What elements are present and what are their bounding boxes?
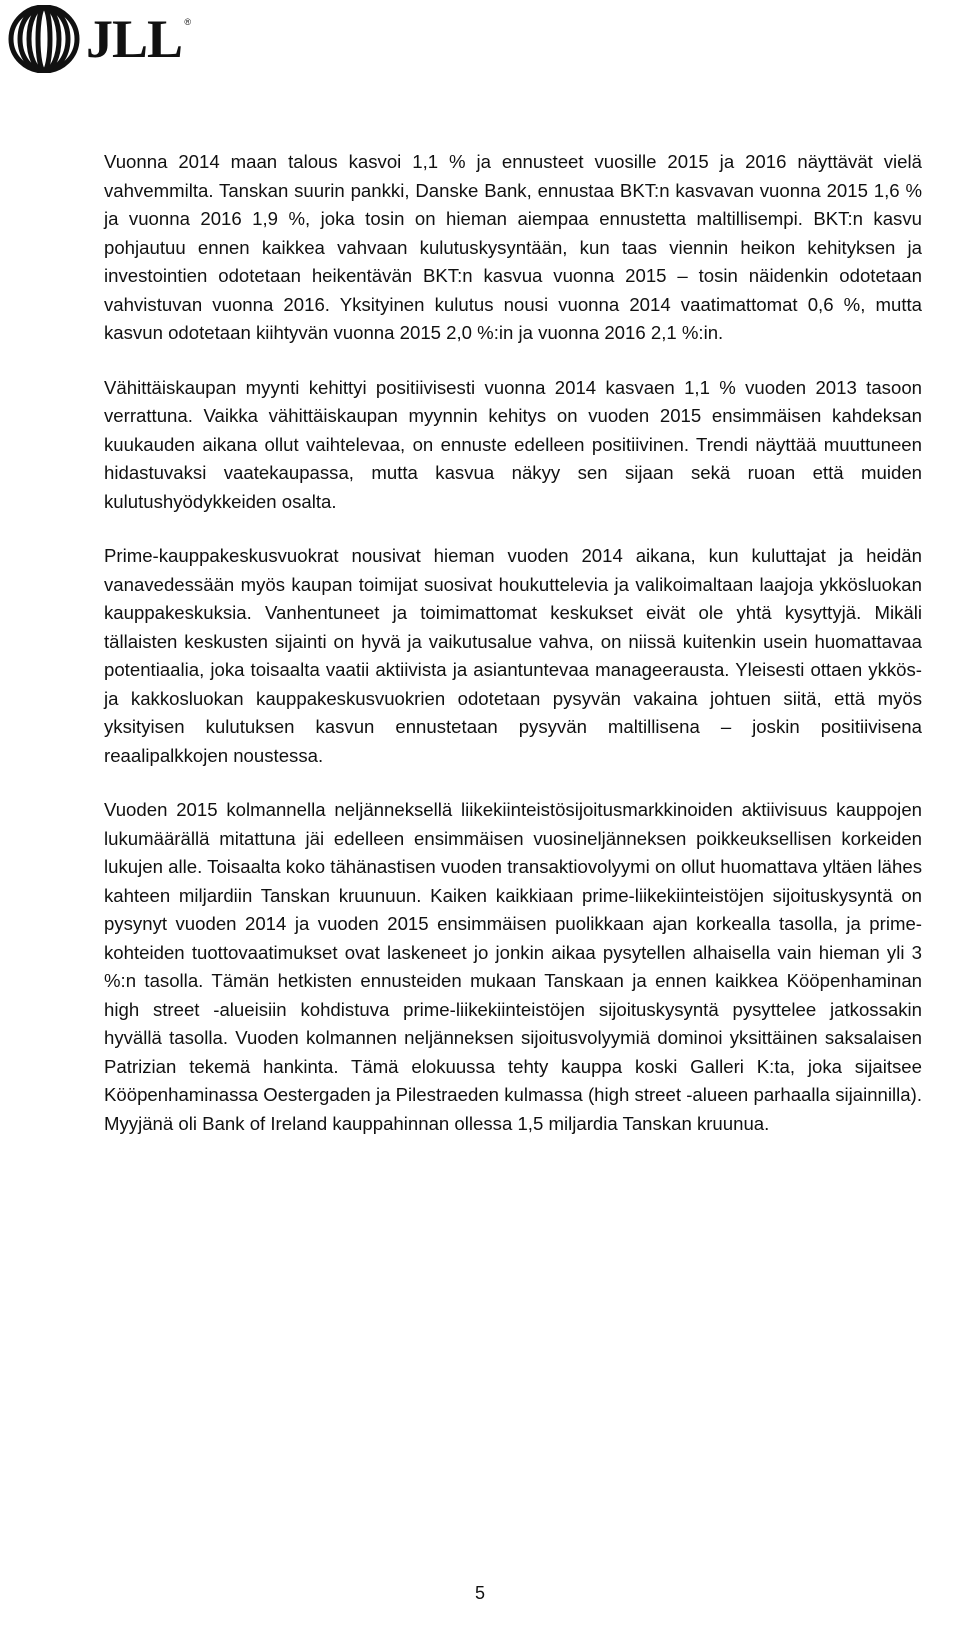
- paragraph-investment-market: Vuoden 2015 kolmannella neljänneksellä liikekiinteistösijoitusmarkkinoiden aktiivisuus kauppojen lukumäärällä mitattuna jäi edelleen ensimmäisen vuosineljänneksen poikkeuksellisen korkeiden lukujen alle. Toisaalta koko tähänastisen vuoden transaktiovolyymi on ollut huomattava yltäen lähes kahteen miljardiin Tanskan kruunuun. Kaiken kaikkiaan prime-liikekiinteistöjen sijoituskysyntä on pysynyt vuoden 2014 ja vuoden 2015 ensimmäisen puolikkaan ajan korkealla tasolla, ja prime-kohteiden tuottovaatimukset ovat laskeneet jo jonkin aikaa pysytellen alhaisella vain hieman yli 3 %:n tasolla. Tämän hetkisten ennusteiden mukaan Tanskaan ja ennen kaikkea Kööpenhaminan high street -alueisiin kohdistuva prime-liikekiinteistöjen sijoituskysyntä pysyttelee jatkossakin hyvällä tasolla. Vuoden kolmannen neljänneksen sijoitusvolyymiä dominoi yksittäinen saksalaisen Patrizian tekemä hankinta. Tämä elokuussa tehty kauppa koski Galleri K:ta, joka sijaitsee Kööpenhaminassa Oestergaden ja Pilestraeden kulmassa (high street -alueen parhaalla sijainnilla). Myyjänä oli Bank of Ireland kauppahinnan ollessa 1,5 miljardia Tanskan kruunua.: [104, 799, 922, 1134]
- logo-wordmark: JLL ®: [86, 9, 191, 69]
- page-number: 5: [474, 1583, 485, 1603]
- paragraph-shopping-centre-rents: Prime-kauppakeskusvuokrat nousivat hieman vuoden 2014 aikana, kun kuluttajat ja heidän vanavedessään myös kaupan toimijat suosivat houkuttelevia ja valikoimaltaan laajoja ykkösluokan kauppakeskuksia. Vanhentuneet ja toimimattomat keskukset eivät ole yhtä kysyttyjä. Mikäli tällaisten keskusten sijainti on hyvä ja vaikutusalue vahva, on niissä kuitenkin usein huomattavaa potentiaalia, joka toisaalta vaatii aktiivista ja asiantuntevaa manageerausta. Yleisesti ottaen ykkös- ja kakkosluokan kauppakeskusvuokrien odotetaan pysyvän vakaina johtuen siitä, että myös yksityisen kulutuksen kasvun ennustetaan pysyvän maltillisena – joskin positiivisena reaalipalkkojen noustessa.: [104, 545, 922, 766]
- paragraph-retail-sales: Vähittäiskaupan myynti kehittyi positiivisesti vuonna 2014 kasvaen 1,1 % vuoden 2013 tasoon verrattuna. Vaikka vähittäiskaupan myynnin kehitys on vuoden 2015 ensimmäisen kahdeksan kuukauden aikana ollut vaihtelevaa, on ennuste edelleen positiivinen. Trendi näyttää muuttuneen hidastuvaksi vaatekaupassa, mutta kasvua näkyy sen sijaan sekä ruoan että muiden kulutushyödykkeiden osalta.: [104, 376, 922, 512]
- document-body: [104, 148, 922, 1164]
- registered-mark: ®: [184, 17, 191, 27]
- jll-logo: [8, 4, 191, 74]
- jll-logo-mark-icon: [8, 5, 80, 73]
- paragraph-economy: Vuonna 2014 maan talous kasvoi 1,1 % ja ennusteet vuosille 2015 ja 2016 näyttävät vielä vahvemmilta. Tanskan suurin pankki, Danske Bank, ennustaa BKT:n kasvavan vuonna 2015 1,6 % ja vuonna 2016 1,9 %, joka tosin on hieman aiempaa ennustetta maltillisempi. BKT:n kasvu pohjautuu ennen kaikkea vahvaan kulutuskysyntään, kun taas viennin heikon kehityksen ja investointien odotetaan heikentävän BKT:n kasvua vuonna 2015 – tosin näidenkin odotetaan vahvistuvan vuonna 2016. Yksityinen kulutus nousi vuonna 2014 vaatimattomat 0,6 %, mutta kasvun odotetaan kiihtyvän vuonna 2015 2,0 %:in ja vuonna 2016 2,1 %:in.: [104, 151, 922, 343]
